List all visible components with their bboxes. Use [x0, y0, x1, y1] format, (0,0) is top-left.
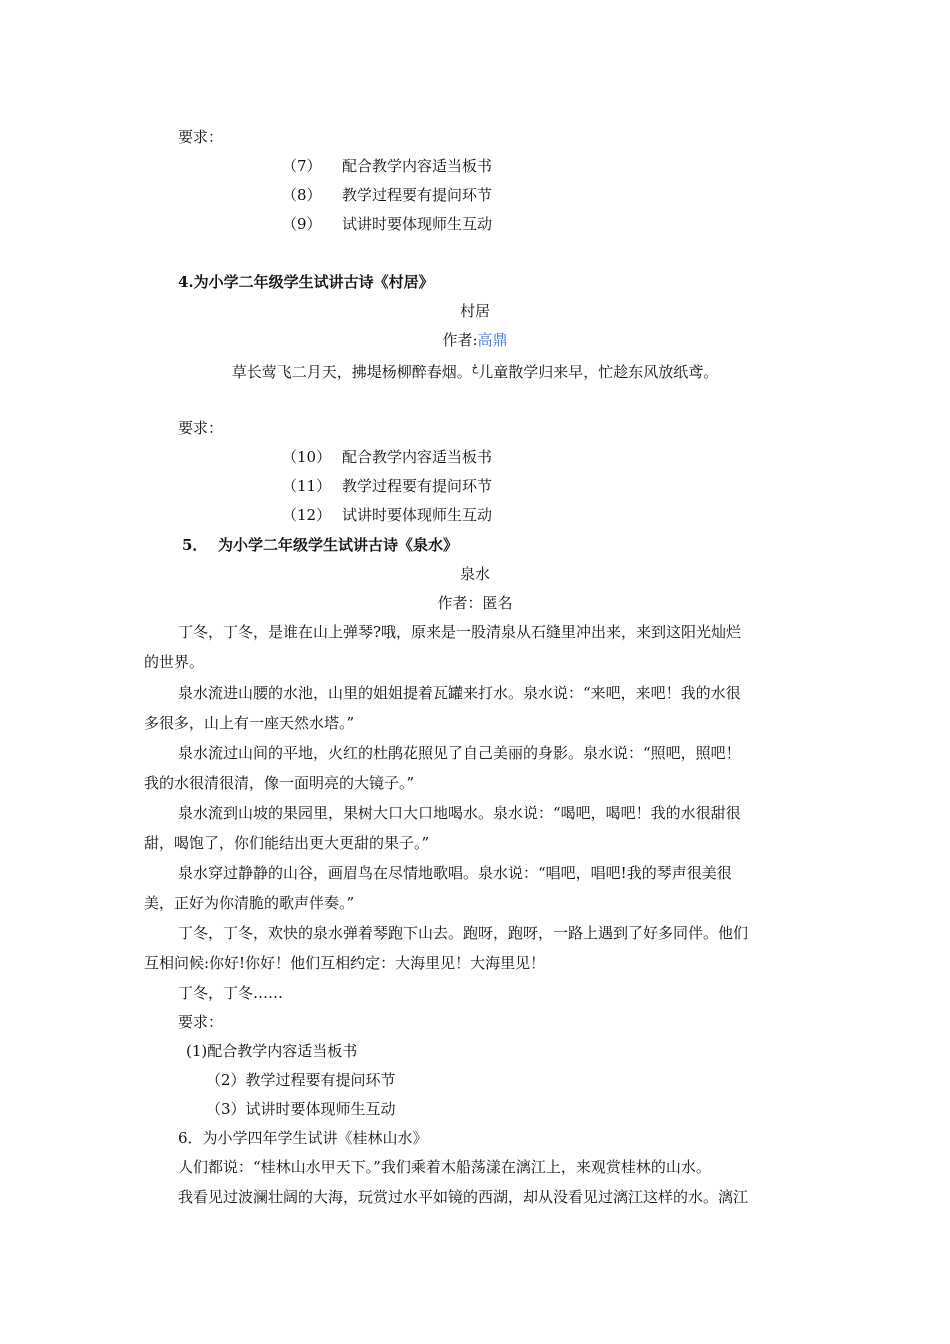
requirement-item: （3）试讲时要体现师生互动: [206, 1100, 396, 1118]
section-title: 为小学二年级学生试讲古诗《泉水》: [218, 536, 459, 554]
poem-title: 村居: [459, 302, 490, 320]
poem-mark: ځ: [471, 363, 479, 374]
paragraph-line: 我的水很清很清，像一面明亮的大镜子。”: [144, 774, 415, 792]
poem-author: 作者：匿名: [437, 594, 513, 612]
paragraph-line: 丁冬，丁冬……: [178, 984, 284, 1002]
requirement-item: [282, 185, 492, 205]
section-number: 5．: [182, 536, 208, 554]
requirement-item: [282, 156, 492, 176]
poem-line-2: 儿童散学归来早，忙趁东风放纸鸢。: [478, 363, 719, 381]
paragraph-line: 泉水穿过静静的山谷，画眉鸟在尽情地歌唱。泉水说：“唱吧，唱吧!我的琴声很美很: [178, 864, 732, 882]
requirements-label: 要求：: [178, 128, 224, 146]
paragraph-line: 丁冬，丁冬，是谁在山上弹琴?哦，原来是一股清泉从石缝里冲出来，来到这阳光灿烂: [178, 623, 742, 641]
poem-text: [0, 359, 950, 382]
section-heading: 6．为小学四年学生试讲《桂林山水》: [178, 1129, 428, 1147]
requirement-text: 试讲时要体现师生互动: [342, 215, 493, 233]
requirement-text: 配合教学内容适当板书: [342, 448, 493, 466]
paragraph-line: 泉水流到山坡的果园里，果树大口大口地喝水。泉水说：“喝吧，喝吧！我的水很甜很: [178, 804, 741, 822]
paragraph-line: 互相问候:你好!你好！他们互相约定：大海里见！大海里见！: [144, 954, 546, 972]
paragraph-line: 多很多，山上有一座天然水塔。”: [144, 714, 355, 732]
requirement-text: 试讲时要体现师生互动: [342, 506, 493, 524]
poem-line-1: 草长莺飞二月天，拂堤杨柳醉春烟。: [231, 363, 472, 381]
paragraph-line: 人们都说：“桂林山水甲天下。”我们乘着木船荡漾在漓江上，来观赏桂林的山水。: [178, 1158, 711, 1176]
requirements-label: 要求：: [178, 1013, 224, 1031]
paragraph-line: 的世界。: [144, 653, 205, 671]
author-link[interactable]: 高鼎: [477, 331, 508, 349]
requirement-text: 配合教学内容适当板书: [342, 157, 493, 175]
requirement-item: [282, 214, 492, 234]
requirement-item: [282, 447, 492, 467]
paragraph-line: 丁冬，丁冬，欢快的泉水弹着琴跑下山去。跑呀，跑呀，一路上遇到了好多同伴。他们: [178, 924, 749, 942]
paragraph-line: 美，正好为你清脆的歌声伴奏。”: [144, 894, 355, 912]
requirement-text: 教学过程要有提问环节: [342, 186, 493, 204]
requirement-item: （2）教学过程要有提问环节: [206, 1071, 396, 1089]
section-heading: 4.为小学二年级学生试讲古诗《村居》: [178, 273, 434, 291]
section-heading: [182, 535, 458, 555]
poem-title: 泉水: [459, 565, 490, 583]
paragraph-line: 泉水流过山间的平地，火红的杜鹃花照见了自己美丽的身影。泉水说：“照吧，照吧！: [178, 744, 741, 762]
requirement-item: [282, 476, 492, 496]
requirement-number: （7）: [282, 157, 322, 175]
poem-author: [0, 330, 950, 350]
requirement-item: (1)配合教学内容适当板书: [186, 1042, 358, 1060]
requirements-label: 要求：: [178, 419, 224, 437]
author-prefix: 作者:: [442, 331, 478, 349]
requirement-number: （12）: [282, 506, 332, 524]
requirement-text: 教学过程要有提问环节: [342, 477, 493, 495]
paragraph-line: 泉水流进山腰的水池，山里的姐姐提着瓦罐来打水。泉水说：“来吧，来吧！我的水很: [178, 684, 741, 702]
requirement-number: （9）: [282, 215, 322, 233]
requirement-number: （11）: [282, 477, 332, 495]
paragraph-line: 我看见过波澜壮阔的大海，玩赏过水平如镜的西湖，却从没看见过漓江这样的水。漓江: [178, 1188, 749, 1206]
requirement-number: （8）: [282, 186, 322, 204]
requirement-item: [282, 505, 492, 525]
requirement-number: （10）: [282, 448, 332, 466]
paragraph-line: 甜，喝饱了，你们能结出更大更甜的果子。”: [144, 834, 430, 852]
